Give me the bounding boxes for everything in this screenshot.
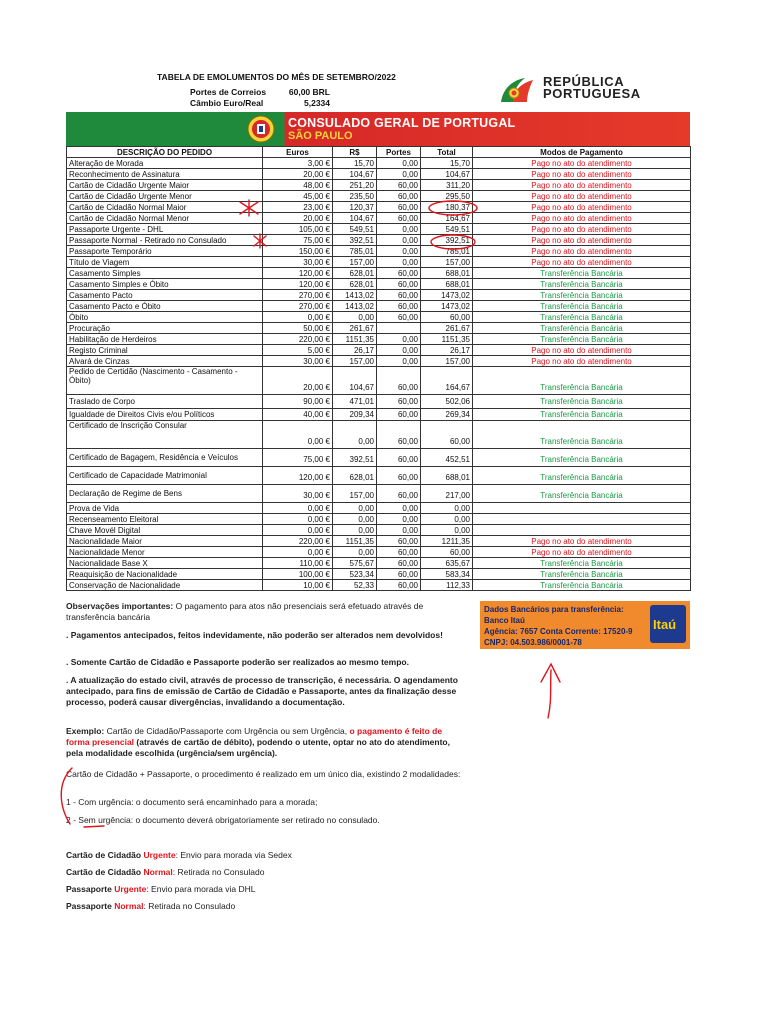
total-cell: 180,37 bbox=[421, 202, 473, 213]
note-prepayment: . Pagamentos antecipados, feitos indevidamente, não poderão ser alterados nem devolvidos! bbox=[66, 630, 443, 640]
portes-cell: 60,00 bbox=[377, 580, 421, 591]
payment-method-cell: Pago no ato do atendimento bbox=[473, 356, 691, 367]
payment-method-cell: Pago no ato do atendimento bbox=[473, 158, 691, 169]
payment-method-cell bbox=[473, 503, 691, 514]
table-row bbox=[67, 356, 691, 367]
portes-cell: 60,00 bbox=[377, 558, 421, 569]
bank-details-box bbox=[480, 601, 690, 649]
table-row bbox=[67, 449, 691, 467]
brl-cell: 549,51 bbox=[333, 224, 377, 235]
portes-cell: 60,00 bbox=[377, 421, 421, 449]
delivery-passport-normal: Passaporte Normal: Retirada no Consulado bbox=[66, 901, 236, 911]
portes-cell: 0,00 bbox=[377, 356, 421, 367]
brl-cell: 251,20 bbox=[333, 180, 377, 191]
portes-cell: 60,00 bbox=[377, 191, 421, 202]
payment-method-cell: Transferência Bancária bbox=[473, 334, 691, 345]
payment-method-cell: Transferência Bancária bbox=[473, 421, 691, 449]
eur-cell: 75,00 € bbox=[263, 449, 333, 467]
total-cell: 0,00 bbox=[421, 525, 473, 536]
payment-method-cell: Pago no ato do atendimento bbox=[473, 180, 691, 191]
total-cell: 157,00 bbox=[421, 356, 473, 367]
payment-method-cell: Pago no ato do atendimento bbox=[473, 169, 691, 180]
republica-portuguesa-logo bbox=[497, 76, 677, 106]
arrow-up-icon bbox=[541, 664, 560, 718]
table-row bbox=[67, 257, 691, 268]
brl-cell: 104,67 bbox=[333, 213, 377, 224]
eur-cell: 150,00 € bbox=[263, 246, 333, 257]
total-cell: 549,51 bbox=[421, 224, 473, 235]
total-cell: 261,67 bbox=[421, 323, 473, 334]
table-row bbox=[67, 536, 691, 547]
brl-cell: 785,01 bbox=[333, 246, 377, 257]
desc-cell: Cartão de Cidadão Normal Maior bbox=[67, 202, 263, 213]
column-header: R$ bbox=[333, 147, 377, 158]
brl-cell: 628,01 bbox=[333, 268, 377, 279]
brl-cell: 52,33 bbox=[333, 580, 377, 591]
total-cell: 0,00 bbox=[421, 514, 473, 525]
desc-cell: Declaração de Regime de Bens bbox=[67, 485, 263, 503]
eur-cell: 0,00 € bbox=[263, 312, 333, 323]
desc-cell: Certificado de Capacidade Matrimonial bbox=[67, 467, 263, 485]
payment-method-cell: Pago no ato do atendimento bbox=[473, 345, 691, 356]
desc-cell: Igualdade de Direitos Civis e/ou Políticos bbox=[67, 409, 263, 421]
table-row bbox=[67, 202, 691, 213]
portes-cell: 0,00 bbox=[377, 514, 421, 525]
total-cell: 452,51 bbox=[421, 449, 473, 467]
table-row bbox=[67, 547, 691, 558]
column-header: Total bbox=[421, 147, 473, 158]
portes-cell: 0,00 bbox=[377, 345, 421, 356]
total-cell: 1473,02 bbox=[421, 301, 473, 312]
total-cell: 635,67 bbox=[421, 558, 473, 569]
desc-cell: Certificado de Bagagem, Residência e Veículos bbox=[67, 449, 263, 467]
desc-cell: Passaporte Urgente - DHL bbox=[67, 224, 263, 235]
table-row bbox=[67, 467, 691, 485]
desc-cell: Procuração bbox=[67, 323, 263, 334]
brl-cell: 0,00 bbox=[333, 525, 377, 536]
payment-method-cell: Pago no ato do atendimento bbox=[473, 191, 691, 202]
brl-cell: 523,34 bbox=[333, 569, 377, 580]
fees-table bbox=[66, 146, 691, 591]
table-row bbox=[67, 485, 691, 503]
desc-cell: Certificado de Inscrição Consular bbox=[67, 421, 263, 449]
payment-method-cell: Transferência Bancária bbox=[473, 279, 691, 290]
total-cell: 1151,35 bbox=[421, 334, 473, 345]
payment-method-cell: Transferência Bancária bbox=[473, 558, 691, 569]
brl-cell: 1413,02 bbox=[333, 290, 377, 301]
portes-cell: 60,00 bbox=[377, 180, 421, 191]
payment-method-cell: Transferência Bancária bbox=[473, 409, 691, 421]
brl-cell: 235,50 bbox=[333, 191, 377, 202]
eur-cell: 0,00 € bbox=[263, 525, 333, 536]
column-header: Modos de Pagamento bbox=[473, 147, 691, 158]
total-cell: 112,33 bbox=[421, 580, 473, 591]
portes-cell: 0,00 bbox=[377, 224, 421, 235]
brl-cell: 104,67 bbox=[333, 367, 377, 395]
total-cell: 269,34 bbox=[421, 409, 473, 421]
column-header: Portes bbox=[377, 147, 421, 158]
table-row bbox=[67, 409, 691, 421]
desc-cell: Cartão de Cidadão Normal Menor bbox=[67, 213, 263, 224]
table-row bbox=[67, 569, 691, 580]
brl-cell: 0,00 bbox=[333, 514, 377, 525]
table-row bbox=[67, 345, 691, 356]
desc-cell: Casamento Simples e Óbito bbox=[67, 279, 263, 290]
portes-cell: 60,00 bbox=[377, 547, 421, 558]
column-header: Euros bbox=[263, 147, 333, 158]
portes-cell: 60,00 bbox=[377, 536, 421, 547]
table-row bbox=[67, 169, 691, 180]
table-row bbox=[67, 301, 691, 312]
desc-cell: Nacionalidade Maior bbox=[67, 536, 263, 547]
exchange-label: Câmbio Euro/Real bbox=[190, 98, 264, 108]
exchange-value: 5,2334 bbox=[304, 98, 330, 108]
banner-subtitle: SÃO PAULO bbox=[288, 130, 353, 142]
eur-cell: 120,00 € bbox=[263, 467, 333, 485]
portes-cell: 0,00 bbox=[377, 334, 421, 345]
desc-cell: Conservação de Nacionalidade bbox=[67, 580, 263, 591]
table-header-row bbox=[67, 147, 691, 158]
brl-cell: 157,00 bbox=[333, 257, 377, 268]
portes-cell bbox=[377, 323, 421, 334]
portes-cell: 60,00 bbox=[377, 409, 421, 421]
itau-logo: Itaú bbox=[650, 605, 686, 643]
total-cell: 217,00 bbox=[421, 485, 473, 503]
portes-cell: 60,00 bbox=[377, 290, 421, 301]
postage-row bbox=[190, 87, 330, 97]
table-row bbox=[67, 367, 691, 395]
eur-cell: 30,00 € bbox=[263, 356, 333, 367]
desc-cell: Óbito bbox=[67, 312, 263, 323]
note-mode-normal: 2 - Sem urgência: o documento deverá obrigatoriamente ser retirado no consulado. bbox=[66, 815, 380, 825]
portes-cell: 60,00 bbox=[377, 367, 421, 395]
total-cell: 785,01 bbox=[421, 246, 473, 257]
desc-cell: Habilitação de Herdeiros bbox=[67, 334, 263, 345]
portes-cell: 0,00 bbox=[377, 503, 421, 514]
table-body bbox=[67, 158, 691, 591]
brl-cell: 575,67 bbox=[333, 558, 377, 569]
portes-cell: 60,00 bbox=[377, 279, 421, 290]
desc-cell: Alvará de Cinzas bbox=[67, 356, 263, 367]
total-cell: 502,06 bbox=[421, 395, 473, 409]
total-cell: 15,70 bbox=[421, 158, 473, 169]
desc-cell: Cartão de Cidadão Urgente Maior bbox=[67, 180, 263, 191]
brl-cell: 0,00 bbox=[333, 421, 377, 449]
table-row bbox=[67, 213, 691, 224]
desc-cell: Cartão de Cidadão Urgente Menor bbox=[67, 191, 263, 202]
payment-method-cell: Transferência Bancária bbox=[473, 367, 691, 395]
desc-cell: Passaporte Normal - Retirado no Consulado bbox=[67, 235, 263, 246]
eur-cell: 20,00 € bbox=[263, 169, 333, 180]
brl-cell: 1413,02 bbox=[333, 301, 377, 312]
desc-cell: Reaquisição de Nacionalidade bbox=[67, 569, 263, 580]
portes-cell: 60,00 bbox=[377, 395, 421, 409]
table-row bbox=[67, 224, 691, 235]
note-civil-status: . A atualização do estado civil, através de processo de transcrição, é necessária. O agendamento antecipado, para fins de emissão de Cartão de Cidadão e Passaporte, antes da finalização desse processo, poderá causar divergências, invalidando a documentação. bbox=[66, 675, 458, 707]
eur-cell: 20,00 € bbox=[263, 367, 333, 395]
total-cell: 1473,02 bbox=[421, 290, 473, 301]
total-cell: 295,50 bbox=[421, 191, 473, 202]
brl-cell: 1151,35 bbox=[333, 334, 377, 345]
column-header: DESCRIÇÃO DO PEDIDO bbox=[67, 147, 263, 158]
document-title: TABELA DE EMOLUMENTOS DO MÊS DE SETEMBRO/2022 bbox=[157, 72, 396, 82]
total-cell: 688,01 bbox=[421, 268, 473, 279]
payment-method-cell: Pago no ato do atendimento bbox=[473, 536, 691, 547]
table-row bbox=[67, 312, 691, 323]
table-row bbox=[67, 334, 691, 345]
total-cell: 0,00 bbox=[421, 503, 473, 514]
total-cell: 164,67 bbox=[421, 213, 473, 224]
desc-cell: Nacionalidade Base X bbox=[67, 558, 263, 569]
payment-method-cell bbox=[473, 525, 691, 536]
brl-cell: 0,00 bbox=[333, 547, 377, 558]
total-cell: 688,01 bbox=[421, 279, 473, 290]
table-row bbox=[67, 158, 691, 169]
table-row bbox=[67, 268, 691, 279]
eur-cell: 270,00 € bbox=[263, 301, 333, 312]
desc-cell: Título de Viagem bbox=[67, 257, 263, 268]
table-row bbox=[67, 503, 691, 514]
note-mode-urgent: 1 - Com urgência: o documento será encaminhado para a morada; bbox=[66, 797, 318, 807]
portes-cell: 0,00 bbox=[377, 257, 421, 268]
table-row bbox=[67, 421, 691, 449]
payment-method-cell bbox=[473, 514, 691, 525]
delivery-cc-normal: Cartão de Cidadão Normal: Retirada no Consulado bbox=[66, 867, 265, 877]
postage-label: Portes de Correios bbox=[190, 87, 267, 97]
brl-cell: 120,37 bbox=[333, 202, 377, 213]
eur-cell: 0,00 € bbox=[263, 503, 333, 514]
eur-cell: 220,00 € bbox=[263, 334, 333, 345]
table-row bbox=[67, 514, 691, 525]
desc-cell: Chave Movél Digital bbox=[67, 525, 263, 536]
banner-title: CONSULADO GERAL DE PORTUGAL bbox=[288, 116, 516, 130]
eur-cell: 5,00 € bbox=[263, 345, 333, 356]
portes-cell: 60,00 bbox=[377, 202, 421, 213]
desc-cell: Recenseamento Eleitoral bbox=[67, 514, 263, 525]
table-row bbox=[67, 180, 691, 191]
total-cell: 688,01 bbox=[421, 467, 473, 485]
payment-method-cell: Pago no ato do atendimento bbox=[473, 224, 691, 235]
brl-cell: 0,00 bbox=[333, 503, 377, 514]
table-row bbox=[67, 395, 691, 409]
desc-cell: Prova de Vida bbox=[67, 503, 263, 514]
total-cell: 1211,35 bbox=[421, 536, 473, 547]
brl-cell: 392,51 bbox=[333, 449, 377, 467]
eur-cell: 0,00 € bbox=[263, 514, 333, 525]
table-row bbox=[67, 279, 691, 290]
exchange-row bbox=[190, 98, 330, 108]
eur-cell: 3,00 € bbox=[263, 158, 333, 169]
portes-cell: 60,00 bbox=[377, 312, 421, 323]
eur-cell: 100,00 € bbox=[263, 569, 333, 580]
table-row bbox=[67, 525, 691, 536]
total-cell: 164,67 bbox=[421, 367, 473, 395]
brl-cell: 628,01 bbox=[333, 279, 377, 290]
brl-cell: 209,34 bbox=[333, 409, 377, 421]
payment-method-cell: Transferência Bancária bbox=[473, 467, 691, 485]
eur-cell: 45,00 € bbox=[263, 191, 333, 202]
table-row bbox=[67, 323, 691, 334]
portes-cell: 60,00 bbox=[377, 485, 421, 503]
eur-cell: 40,00 € bbox=[263, 409, 333, 421]
brl-cell: 26,17 bbox=[333, 345, 377, 356]
payment-method-cell: Transferência Bancária bbox=[473, 268, 691, 279]
payment-method-cell: Pago no ato do atendimento bbox=[473, 213, 691, 224]
desc-cell: Alteração de Morada bbox=[67, 158, 263, 169]
brl-cell: 157,00 bbox=[333, 356, 377, 367]
eur-cell: 0,00 € bbox=[263, 547, 333, 558]
payment-method-cell: Pago no ato do atendimento bbox=[473, 202, 691, 213]
brl-cell: 15,70 bbox=[333, 158, 377, 169]
portes-cell: 0,00 bbox=[377, 158, 421, 169]
eur-cell: 120,00 € bbox=[263, 279, 333, 290]
payment-method-cell: Transferência Bancária bbox=[473, 301, 691, 312]
desc-cell: Reconhecimento de Assinatura bbox=[67, 169, 263, 180]
flag-emblem-icon bbox=[497, 76, 537, 104]
payment-method-cell: Transferência Bancária bbox=[473, 312, 691, 323]
note-cc-passport: Cartão de Cidadão + Passaporte, o procedimento é realizado em um único dia, existindo 2 modalidades: bbox=[66, 769, 461, 779]
eur-cell: 220,00 € bbox=[263, 536, 333, 547]
payment-method-cell: Pago no ato do atendimento bbox=[473, 547, 691, 558]
total-cell: 60,00 bbox=[421, 421, 473, 449]
note-example: Exemplo: Cartão de Cidadão/Passaporte com Urgência ou sem Urgência, o pagamento é feito de forma presencial (através de cartão de débito), podendo o utente, optar no ato do atendimento, pela modalidade escolhida (urgência/sem urgência). bbox=[66, 726, 450, 758]
total-cell: 60,00 bbox=[421, 547, 473, 558]
brl-cell: 104,67 bbox=[333, 169, 377, 180]
eur-cell: 50,00 € bbox=[263, 323, 333, 334]
consulate-banner bbox=[66, 112, 690, 146]
brl-cell: 471,01 bbox=[333, 395, 377, 409]
total-cell: 26,17 bbox=[421, 345, 473, 356]
payment-method-cell: Transferência Bancária bbox=[473, 323, 691, 334]
logo-text: REPÚBLICA PORTUGUESA bbox=[543, 74, 641, 101]
bank-details-text: Dados Bancários para transferência: Banco Itaú Agência: 7657 Conta Corrente: 17520-9 CNPJ: 04.503.986/0001-78 bbox=[484, 605, 633, 647]
eur-cell: 120,00 € bbox=[263, 268, 333, 279]
postage-value: 60,00 BRL bbox=[288, 87, 330, 97]
total-cell: 60,00 bbox=[421, 312, 473, 323]
brl-cell: 261,67 bbox=[333, 323, 377, 334]
payment-method-cell: Pago no ato do atendimento bbox=[473, 246, 691, 257]
eur-cell: 10,00 € bbox=[263, 580, 333, 591]
total-cell: 104,67 bbox=[421, 169, 473, 180]
delivery-cc-urgent: Cartão de Cidadão Urgente: Envio para morada via Sedex bbox=[66, 850, 292, 860]
payment-method-cell: Transferência Bancária bbox=[473, 290, 691, 301]
desc-cell: Passaporte Temporário bbox=[67, 246, 263, 257]
eur-cell: 23,00 € bbox=[263, 202, 333, 213]
brl-cell: 392,51 bbox=[333, 235, 377, 246]
desc-cell: Nacionalidade Menor bbox=[67, 547, 263, 558]
table-row bbox=[67, 191, 691, 202]
underline-mark-icon bbox=[84, 826, 104, 827]
note-simultaneous: . Somente Cartão de Cidadão e Passaporte poderão ser realizados ao mesmo tempo. bbox=[66, 657, 409, 667]
payment-method-cell: Pago no ato do atendimento bbox=[473, 235, 691, 246]
portes-cell: 0,00 bbox=[377, 525, 421, 536]
table-row bbox=[67, 235, 691, 246]
desc-cell: Casamento Pacto e Óbito bbox=[67, 301, 263, 312]
payment-method-cell: Transferência Bancária bbox=[473, 395, 691, 409]
eur-cell: 30,00 € bbox=[263, 257, 333, 268]
portes-cell: 60,00 bbox=[377, 301, 421, 312]
coat-of-arms-icon bbox=[246, 114, 276, 144]
total-cell: 583,34 bbox=[421, 569, 473, 580]
payment-method-cell: Transferência Bancária bbox=[473, 485, 691, 503]
brl-cell: 157,00 bbox=[333, 485, 377, 503]
eur-cell: 0,00 € bbox=[263, 421, 333, 449]
table-row bbox=[67, 246, 691, 257]
portes-cell: 60,00 bbox=[377, 268, 421, 279]
desc-cell: Registo Criminal bbox=[67, 345, 263, 356]
desc-cell: Casamento Simples bbox=[67, 268, 263, 279]
portes-cell: 0,00 bbox=[377, 235, 421, 246]
delivery-passport-urgent: Passaporte Urgente: Envio para morada via DHL bbox=[66, 884, 256, 894]
payment-method-cell: Pago no ato do atendimento bbox=[473, 257, 691, 268]
desc-cell: Pedido de Certidão (Nascimento - Casamento - Óbito) bbox=[67, 367, 263, 395]
payment-method-cell: Transferência Bancária bbox=[473, 569, 691, 580]
eur-cell: 105,00 € bbox=[263, 224, 333, 235]
payment-method-cell: Transferência Bancária bbox=[473, 580, 691, 591]
brl-cell: 1151,35 bbox=[333, 536, 377, 547]
note-observations: Observações importantes: O pagamento para atos não presenciais será efetuado através de transferência bancária bbox=[66, 601, 424, 622]
eur-cell: 48,00 € bbox=[263, 180, 333, 191]
desc-cell: Casamento Pacto bbox=[67, 290, 263, 301]
total-cell: 311,20 bbox=[421, 180, 473, 191]
eur-cell: 270,00 € bbox=[263, 290, 333, 301]
desc-cell: Traslado de Corpo bbox=[67, 395, 263, 409]
portes-cell: 0,00 bbox=[377, 169, 421, 180]
eur-cell: 90,00 € bbox=[263, 395, 333, 409]
total-cell: 392,51 bbox=[421, 235, 473, 246]
eur-cell: 75,00 € bbox=[263, 235, 333, 246]
brl-cell: 628,01 bbox=[333, 467, 377, 485]
payment-method-cell: Transferência Bancária bbox=[473, 449, 691, 467]
portes-cell: 60,00 bbox=[377, 449, 421, 467]
portes-cell: 60,00 bbox=[377, 467, 421, 485]
eur-cell: 30,00 € bbox=[263, 485, 333, 503]
brl-cell: 0,00 bbox=[333, 312, 377, 323]
total-cell: 157,00 bbox=[421, 257, 473, 268]
eur-cell: 20,00 € bbox=[263, 213, 333, 224]
portes-cell: 60,00 bbox=[377, 213, 421, 224]
table-row bbox=[67, 558, 691, 569]
portes-cell: 60,00 bbox=[377, 569, 421, 580]
portes-cell: 0,00 bbox=[377, 246, 421, 257]
eur-cell: 110,00 € bbox=[263, 558, 333, 569]
table-row bbox=[67, 290, 691, 301]
table-row bbox=[67, 580, 691, 591]
